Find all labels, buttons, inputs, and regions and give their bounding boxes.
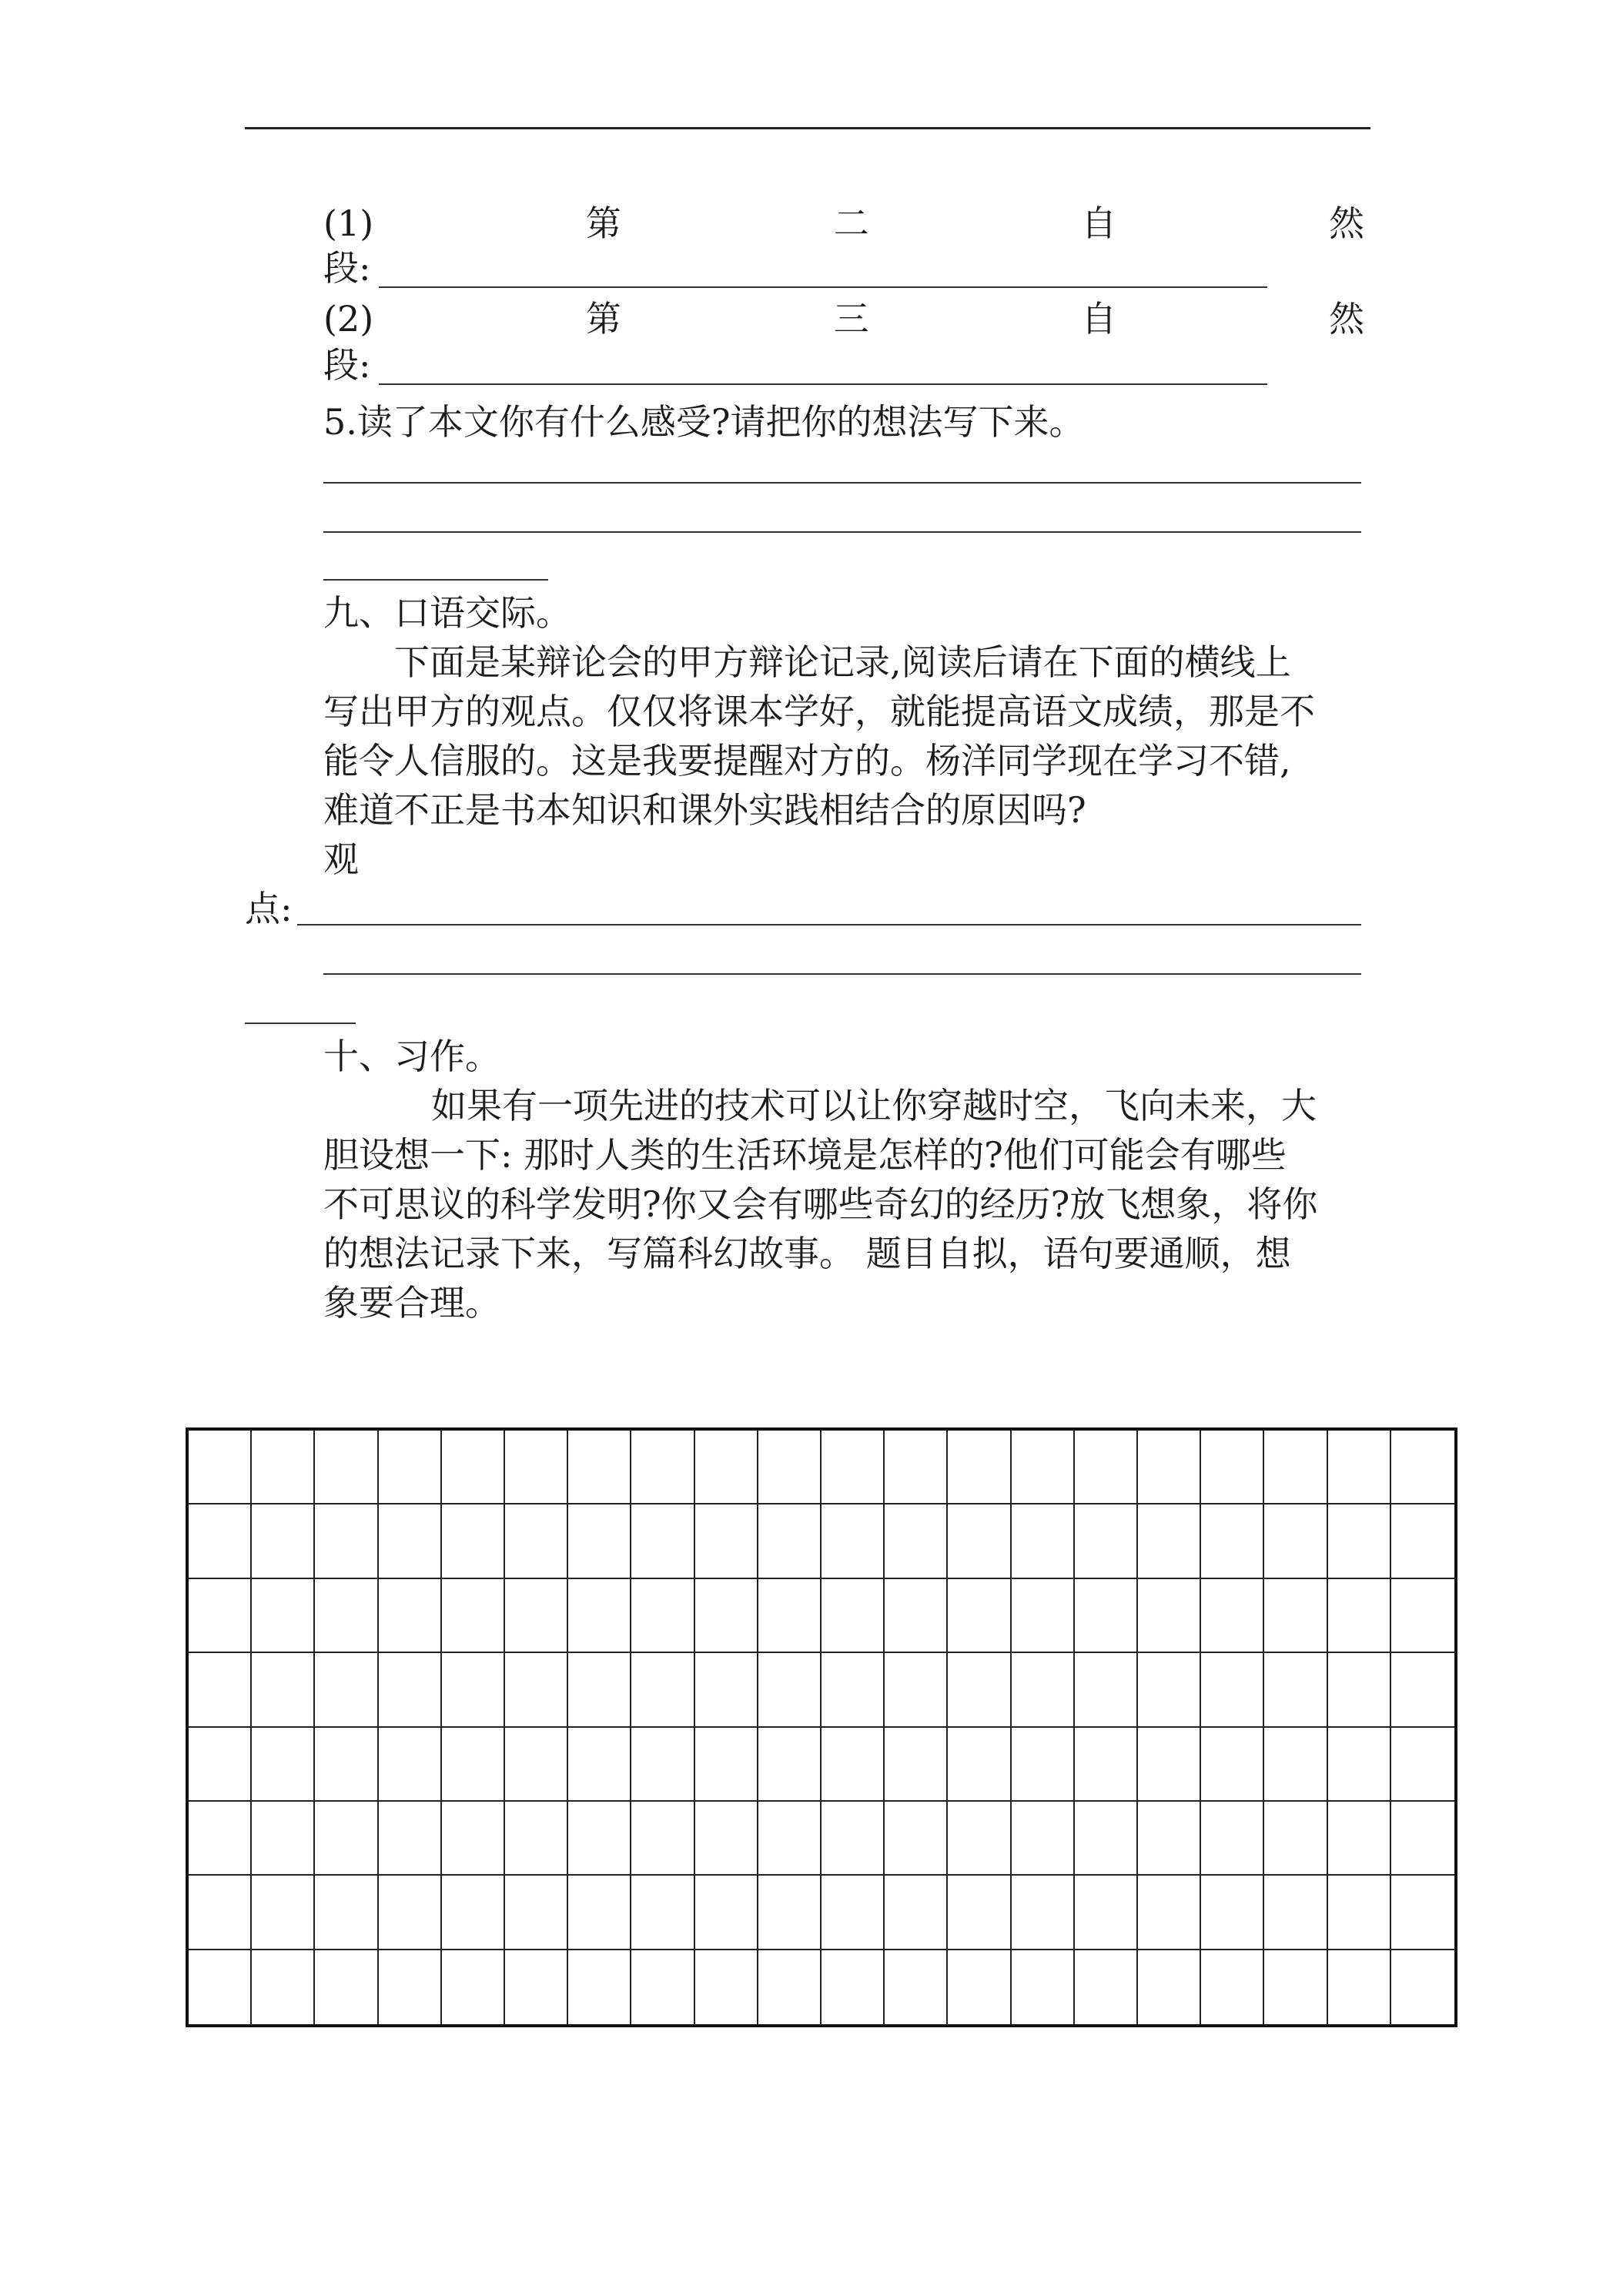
grid-cell[interactable] xyxy=(695,1579,758,1653)
grid-cell[interactable] xyxy=(379,1504,442,1578)
grid-cell[interactable] xyxy=(1328,1579,1391,1653)
grid-cell[interactable] xyxy=(631,1653,694,1727)
grid-cell[interactable] xyxy=(379,1950,442,2024)
grid-cell[interactable] xyxy=(695,1431,758,1504)
grid-cell[interactable] xyxy=(505,1579,568,1653)
grid-cell[interactable] xyxy=(822,1950,885,2024)
grid-cell[interactable] xyxy=(631,1431,694,1504)
grid-cell[interactable] xyxy=(1328,1504,1391,1578)
q4-item1-line1 xyxy=(323,202,1364,245)
grid-cell[interactable] xyxy=(695,1876,758,1950)
grid-cell[interactable] xyxy=(631,1950,694,2024)
q4-item1-char: 二 xyxy=(833,202,869,244)
grid-cell[interactable] xyxy=(1075,1802,1138,1876)
grid-cell[interactable] xyxy=(948,1876,1011,1950)
grid-cell[interactable] xyxy=(1075,1950,1138,2024)
section10-paragraph-line: 象要合理。 xyxy=(323,1282,500,1324)
q4-item1-number: (1) xyxy=(323,202,374,244)
q5-answer-line-1[interactable] xyxy=(323,482,1361,484)
grid-cell[interactable] xyxy=(1264,1876,1327,1950)
grid-cell[interactable] xyxy=(695,1728,758,1802)
grid-cell[interactable] xyxy=(1391,1728,1454,1802)
grid-cell[interactable] xyxy=(379,1579,442,1653)
grid-cell[interactable] xyxy=(758,1653,822,1727)
q4-item1-cont: 段: xyxy=(323,247,371,289)
grid-cell[interactable] xyxy=(568,1653,631,1727)
grid-cell[interactable] xyxy=(442,1579,505,1653)
grid-cell[interactable] xyxy=(1201,1728,1264,1802)
grid-cell[interactable] xyxy=(885,1876,948,1950)
grid-cell[interactable] xyxy=(1391,1579,1454,1653)
grid-cell[interactable] xyxy=(505,1728,568,1802)
grid-cell[interactable] xyxy=(442,1802,505,1876)
grid-cell[interactable] xyxy=(1012,1653,1075,1727)
grid-cell[interactable] xyxy=(252,1653,315,1727)
grid-cell[interactable] xyxy=(1138,1653,1201,1727)
grid-cell[interactable] xyxy=(505,1653,568,1727)
grid-cell[interactable] xyxy=(505,1876,568,1950)
grid-cell[interactable] xyxy=(252,1802,315,1876)
viewpoint-answer-line-3[interactable] xyxy=(245,1022,356,1024)
grid-cell[interactable] xyxy=(379,1802,442,1876)
grid-cell[interactable] xyxy=(758,1802,822,1876)
grid-cell[interactable] xyxy=(252,1504,315,1578)
grid-cell[interactable] xyxy=(1201,1950,1264,2024)
section10-paragraph-line: 如果有一项先进的技术可以让你穿越时空，飞向未来，大 xyxy=(431,1085,1317,1126)
grid-cell[interactable] xyxy=(1012,1504,1075,1578)
section9-paragraph-line: 写出甲方的观点。仅仅将课本学好，就能提高语文成绩，那是不 xyxy=(323,691,1315,732)
grid-cell[interactable] xyxy=(568,1728,631,1802)
grid-cell[interactable] xyxy=(252,1579,315,1653)
header-rule xyxy=(245,127,1370,129)
grid-cell[interactable] xyxy=(315,1950,378,2024)
grid-cell[interactable] xyxy=(189,1876,252,1950)
q4-item2-cont: 段: xyxy=(323,344,371,386)
grid-cell[interactable] xyxy=(315,1802,378,1876)
q4-item2-char: 第 xyxy=(585,298,621,340)
grid-cell[interactable] xyxy=(568,1504,631,1578)
viewpoint-label-top: 观 xyxy=(323,838,359,880)
grid-cell[interactable] xyxy=(1264,1504,1327,1578)
grid-cell[interactable] xyxy=(695,1504,758,1578)
grid-cell[interactable] xyxy=(568,1431,631,1504)
grid-cell[interactable] xyxy=(758,1728,822,1802)
grid-cell[interactable] xyxy=(1075,1876,1138,1950)
q5-question: 5.读了本文你有什么感受?请把你的想法写下来。 xyxy=(323,401,1085,443)
grid-cell[interactable] xyxy=(505,1431,568,1504)
section10-heading: 十、习作。 xyxy=(323,1036,500,1077)
grid-cell[interactable] xyxy=(1264,1431,1327,1504)
grid-cell[interactable] xyxy=(1138,1431,1201,1504)
grid-cell[interactable] xyxy=(885,1431,948,1504)
grid-cell[interactable] xyxy=(1075,1653,1138,1727)
grid-cell[interactable] xyxy=(1201,1431,1264,1504)
grid-cell[interactable] xyxy=(695,1802,758,1876)
grid-cell[interactable] xyxy=(379,1728,442,1802)
grid-cell[interactable] xyxy=(948,1950,1011,2024)
grid-cell[interactable] xyxy=(885,1504,948,1578)
grid-cell[interactable] xyxy=(252,1431,315,1504)
grid-cell[interactable] xyxy=(189,1579,252,1653)
grid-cell[interactable] xyxy=(1138,1950,1201,2024)
grid-cell[interactable] xyxy=(1328,1876,1391,1950)
grid-cell[interactable] xyxy=(1138,1728,1201,1802)
grid-cell[interactable] xyxy=(1012,1431,1075,1504)
grid-cell[interactable] xyxy=(315,1504,378,1578)
grid-cell[interactable] xyxy=(315,1431,378,1504)
grid-cell[interactable] xyxy=(1138,1876,1201,1950)
grid-cell[interactable] xyxy=(822,1802,885,1876)
grid-cell[interactable] xyxy=(822,1653,885,1727)
q4-item2-number: (2) xyxy=(323,298,374,340)
grid-cell[interactable] xyxy=(1328,1431,1391,1504)
grid-cell[interactable] xyxy=(1264,1950,1327,2024)
grid-cell[interactable] xyxy=(505,1504,568,1578)
grid-cell[interactable] xyxy=(1201,1504,1264,1578)
grid-cell[interactable] xyxy=(442,1653,505,1727)
grid-cell[interactable] xyxy=(189,1653,252,1727)
grid-cell[interactable] xyxy=(1264,1802,1327,1876)
grid-cell[interactable] xyxy=(1264,1653,1327,1727)
grid-cell[interactable] xyxy=(948,1431,1011,1504)
grid-cell[interactable] xyxy=(189,1431,252,1504)
grid-cell[interactable] xyxy=(315,1728,378,1802)
grid-cell[interactable] xyxy=(885,1802,948,1876)
viewpoint-answer-line-1[interactable] xyxy=(297,924,1361,925)
grid-cell[interactable] xyxy=(1391,1431,1454,1504)
grid-cell[interactable] xyxy=(1012,1876,1075,1950)
grid-cell[interactable] xyxy=(442,1950,505,2024)
grid-cell[interactable] xyxy=(379,1876,442,1950)
grid-cell[interactable] xyxy=(315,1579,378,1653)
grid-cell[interactable] xyxy=(442,1431,505,1504)
grid-cell[interactable] xyxy=(885,1950,948,2024)
grid-cell[interactable] xyxy=(315,1876,378,1950)
grid-cell[interactable] xyxy=(1012,1728,1075,1802)
q4-item1-line2 xyxy=(323,246,371,290)
grid-cell[interactable] xyxy=(1075,1504,1138,1578)
grid-cell[interactable] xyxy=(822,1876,885,1950)
grid-cell[interactable] xyxy=(758,1950,822,2024)
grid-cell[interactable] xyxy=(948,1653,1011,1727)
grid-cell[interactable] xyxy=(1391,1950,1454,2024)
grid-cell[interactable] xyxy=(189,1728,252,1802)
grid-cell[interactable] xyxy=(822,1579,885,1653)
grid-cell[interactable] xyxy=(1201,1876,1264,1950)
grid-cell[interactable] xyxy=(1075,1431,1138,1504)
q4-item2-answer-line[interactable] xyxy=(379,383,1267,385)
grid-cell[interactable] xyxy=(442,1728,505,1802)
grid-cell[interactable] xyxy=(379,1653,442,1727)
grid-cell[interactable] xyxy=(1138,1802,1201,1876)
q4-item2-line2 xyxy=(323,343,371,387)
grid-cell[interactable] xyxy=(631,1504,694,1578)
q4-item1-char: 第 xyxy=(585,202,621,244)
grid-cell[interactable] xyxy=(442,1876,505,1950)
grid-cell[interactable] xyxy=(379,1431,442,1504)
grid-cell[interactable] xyxy=(1075,1579,1138,1653)
grid-cell[interactable] xyxy=(948,1504,1011,1578)
grid-cell[interactable] xyxy=(631,1579,694,1653)
grid-cell[interactable] xyxy=(505,1802,568,1876)
q4-item2-char: 然 xyxy=(1328,298,1364,340)
viewpoint-answer-line-2[interactable] xyxy=(323,973,1361,975)
grid-cell[interactable] xyxy=(631,1876,694,1950)
grid-cell[interactable] xyxy=(758,1876,822,1950)
q4-item2-line1 xyxy=(323,297,1364,340)
grid-cell[interactable] xyxy=(1391,1653,1454,1727)
viewpoint-label-bottom: 点: xyxy=(245,888,293,929)
grid-cell[interactable] xyxy=(252,1950,315,2024)
grid-cell[interactable] xyxy=(885,1579,948,1653)
grid-cell[interactable] xyxy=(252,1728,315,1802)
section9-paragraph-line: 难道不正是书本知识和课外实践相结合的原因吗? xyxy=(323,789,1086,831)
grid-cell[interactable] xyxy=(948,1579,1011,1653)
q4-item1-char: 然 xyxy=(1328,202,1364,244)
grid-cell[interactable] xyxy=(758,1579,822,1653)
q4-item2-char: 三 xyxy=(833,298,869,340)
grid-cell[interactable] xyxy=(1138,1579,1201,1653)
section10-paragraph-line: 的想法记录下来，写篇科幻故事。 题目自拟，语句要通顺，想 xyxy=(323,1233,1291,1274)
grid-cell[interactable] xyxy=(1328,1728,1391,1802)
grid-cell[interactable] xyxy=(189,1950,252,2024)
writing-grid[interactable] xyxy=(186,1427,1457,2027)
q4-item1-answer-line[interactable] xyxy=(379,286,1267,288)
q5-answer-line-2[interactable] xyxy=(323,531,1361,533)
grid-cell[interactable] xyxy=(1328,1950,1391,2024)
grid-cell[interactable] xyxy=(758,1504,822,1578)
grid-cell[interactable] xyxy=(1201,1653,1264,1727)
grid-cell[interactable] xyxy=(568,1579,631,1653)
grid-cell[interactable] xyxy=(568,1950,631,2024)
grid-cell[interactable] xyxy=(758,1431,822,1504)
grid-cell[interactable] xyxy=(1012,1950,1075,2024)
grid-cell[interactable] xyxy=(1391,1876,1454,1950)
grid-cell[interactable] xyxy=(1201,1802,1264,1876)
grid-cell[interactable] xyxy=(1264,1728,1327,1802)
grid-cell[interactable] xyxy=(885,1653,948,1727)
q4-item1-char: 自 xyxy=(1081,202,1117,244)
grid-cell[interactable] xyxy=(1201,1579,1264,1653)
q5-answer-line-3[interactable] xyxy=(323,579,548,581)
grid-cell[interactable] xyxy=(315,1653,378,1727)
section10-paragraph-line: 不可思议的科学发明?你又会有哪些奇幻的经历?放飞想象，将你 xyxy=(323,1183,1318,1225)
grid-cell[interactable] xyxy=(1012,1802,1075,1876)
grid-cell[interactable] xyxy=(1391,1802,1454,1876)
grid-cell[interactable] xyxy=(568,1876,631,1950)
grid-cell[interactable] xyxy=(948,1728,1011,1802)
grid-cell[interactable] xyxy=(885,1728,948,1802)
q4-item2-char: 自 xyxy=(1081,298,1117,340)
grid-cell[interactable] xyxy=(505,1950,568,2024)
grid-cell[interactable] xyxy=(1012,1579,1075,1653)
grid-cell[interactable] xyxy=(189,1504,252,1578)
grid-cell[interactable] xyxy=(189,1802,252,1876)
grid-cell[interactable] xyxy=(1138,1504,1201,1578)
grid-cell[interactable] xyxy=(1075,1728,1138,1802)
grid-cell[interactable] xyxy=(252,1876,315,1950)
grid-cell[interactable] xyxy=(695,1950,758,2024)
grid-cell[interactable] xyxy=(568,1802,631,1876)
section10-paragraph-line: 胆设想一下: 那时人类的生活环境是怎样的?他们可能会有哪些 xyxy=(323,1134,1287,1176)
grid-cell[interactable] xyxy=(1391,1504,1454,1578)
grid-cell[interactable] xyxy=(695,1653,758,1727)
grid-cell[interactable] xyxy=(822,1728,885,1802)
grid-cell[interactable] xyxy=(631,1802,694,1876)
grid-cell[interactable] xyxy=(1328,1653,1391,1727)
grid-cell[interactable] xyxy=(822,1504,885,1578)
grid-cell[interactable] xyxy=(822,1431,885,1504)
grid-cell[interactable] xyxy=(1264,1579,1327,1653)
grid-cell[interactable] xyxy=(442,1504,505,1578)
section9-paragraph-line: 能令人信服的。这是我要提醒对方的。杨洋同学现在学习不错, xyxy=(323,740,1291,782)
grid-cell[interactable] xyxy=(631,1728,694,1802)
section9-paragraph-line: 下面是某辩论会的甲方辩论记录,阅读后请在下面的横线上 xyxy=(394,641,1291,683)
section9-heading: 九、口语交际。 xyxy=(323,592,571,634)
grid-cell[interactable] xyxy=(948,1802,1011,1876)
grid-cell[interactable] xyxy=(1328,1802,1391,1876)
